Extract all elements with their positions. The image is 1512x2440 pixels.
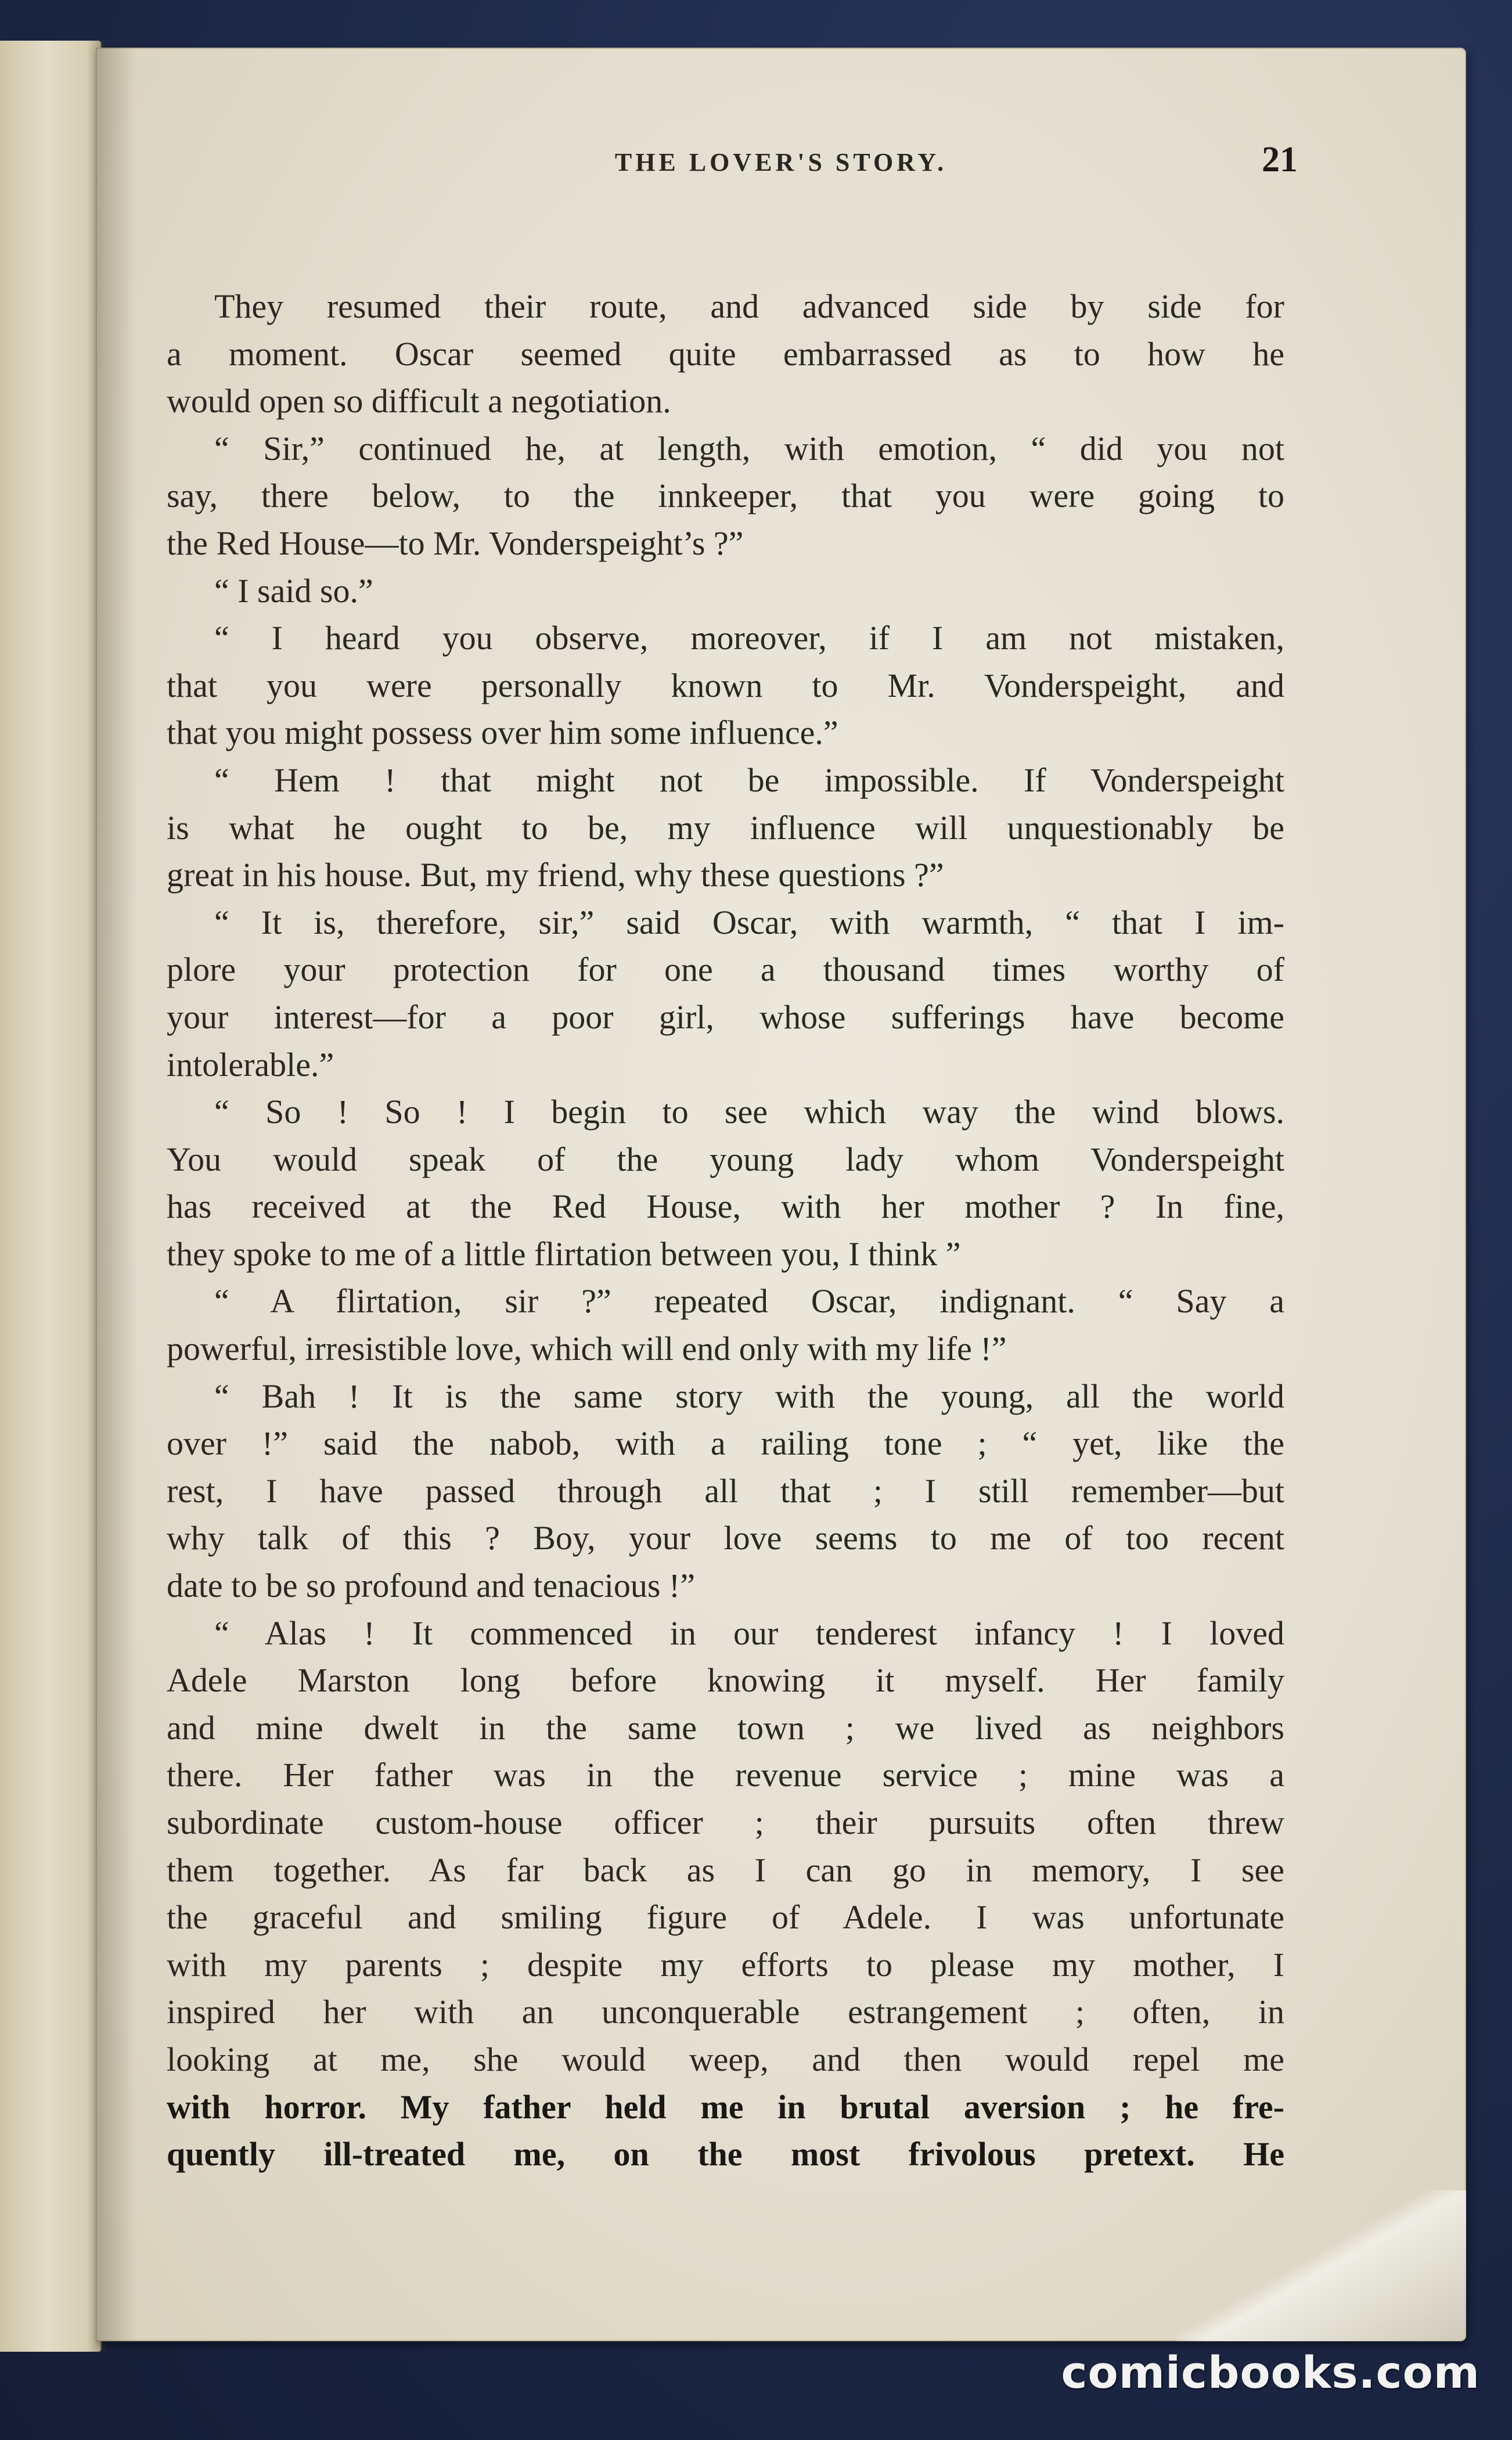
text-line: plore your protection for one a thousand times worthy of bbox=[167, 951, 1284, 989]
text-line: great in his house. But, my friend, why these questions ?” bbox=[167, 856, 944, 894]
text-line: “ I heard you observe, moreover, if I am not mistaken, bbox=[214, 619, 1284, 657]
text-line: “ Hem ! that might not be impossible. If Vonderspeight bbox=[214, 761, 1284, 799]
text-line: intolerable.” bbox=[167, 1045, 334, 1084]
text-line: “ A flirtation, sir ?” repeated Oscar, indignant. “ Say a bbox=[214, 1282, 1284, 1320]
text-line: date to be so profound and tenacious !” bbox=[167, 1567, 695, 1605]
text-line: subordinate custom-house officer ; their pursuits often threw bbox=[167, 1804, 1284, 1841]
text-line: rest, I have passed through all that ; I still remember—but bbox=[167, 1471, 1284, 1510]
page-number: 21 bbox=[1262, 140, 1298, 179]
text-line: “ So ! So ! I begin to see which way the wind blows. bbox=[214, 1093, 1284, 1131]
text-line: is what he ought to be, my influence will unquestionably be bbox=[167, 808, 1284, 847]
text-line: there. Her father was in the revenue service ; mine was a bbox=[167, 1756, 1284, 1794]
text-line: a moment. Oscar seemed quite embarrassed as to how he bbox=[167, 334, 1284, 373]
text-line: “ Alas ! It commenced in our tenderest infancy ! I loved bbox=[214, 1614, 1284, 1652]
book-page bbox=[96, 48, 1466, 2341]
text-line: has received at the Red House, with her mother ? In fine, bbox=[167, 1187, 1284, 1226]
text-line: “ Sir,” continued he, at length, with emotion, “ did you not bbox=[214, 429, 1284, 467]
text-line: with my parents ; despite my efforts to please my mother, I bbox=[167, 1945, 1284, 1984]
text-line: inspired her with an unconquerable estrangement ; often, in bbox=[167, 1993, 1284, 2031]
text-line: with horror. My father held me in brutal aversion ; he fre- bbox=[167, 2088, 1284, 2126]
page-corner-curl bbox=[1176, 2190, 1466, 2341]
text-line: the Red House—to Mr. Vonderspeight’s ?” bbox=[167, 524, 744, 562]
running-head: THE LOVER'S STORY. bbox=[614, 148, 948, 177]
text-line: and mine dwelt in the same town ; we lived as neighbors bbox=[167, 1708, 1284, 1747]
text-line: why talk of this ? Boy, your love seems to me of too recent bbox=[167, 1519, 1284, 1557]
text-line: over !” said the nabob, with a railing tone ; “ yet, like the bbox=[167, 1424, 1284, 1463]
text-line: “ It is, therefore, sir,” said Oscar, with warmth, “ that I im- bbox=[214, 903, 1284, 941]
text-line: looking at me, she would weep, and then would repel me bbox=[167, 2040, 1284, 2078]
text-line: powerful, irresistible love, which will end only with my life !” bbox=[167, 1330, 1007, 1368]
text-line: would open so difficult a negotiation. bbox=[167, 382, 671, 420]
text-line: They resumed their route, and advanced side by side for bbox=[214, 287, 1284, 325]
watermark: comicbooks.com bbox=[1061, 2347, 1480, 2398]
text-line: the graceful and smiling figure of Adele. I was unfortunate bbox=[167, 1898, 1284, 1937]
text-line: “ Bah ! It is the same story with the young, all the world bbox=[214, 1377, 1284, 1415]
left-page-edge bbox=[0, 41, 102, 2352]
page-gutter-shadow bbox=[96, 48, 136, 2341]
text-line: that you might possess over him some influence.” bbox=[167, 714, 838, 752]
text-line: Adele Marston long before knowing it myself. Her family bbox=[167, 1661, 1284, 1700]
text-line: You would speak of the young lady whom Vonderspeight bbox=[167, 1140, 1284, 1178]
text-line: say, there below, to the innkeeper, that you were going to bbox=[167, 477, 1284, 515]
text-line: quently ill-treated me, on the most frivolous pretext. He bbox=[167, 2135, 1284, 2173]
text-line: your interest—for a poor girl, whose sufferings have become bbox=[167, 998, 1284, 1036]
text-line: “ I said so.” bbox=[214, 571, 373, 610]
body-text bbox=[167, 283, 1284, 2178]
text-line: them together. As far back as I can go in memory, I see bbox=[167, 1851, 1284, 1889]
text-line: they spoke to me of a little flirtation between you, I think ” bbox=[167, 1235, 961, 1273]
text-line: that you were personally known to Mr. Vonderspeight, and bbox=[167, 666, 1284, 704]
